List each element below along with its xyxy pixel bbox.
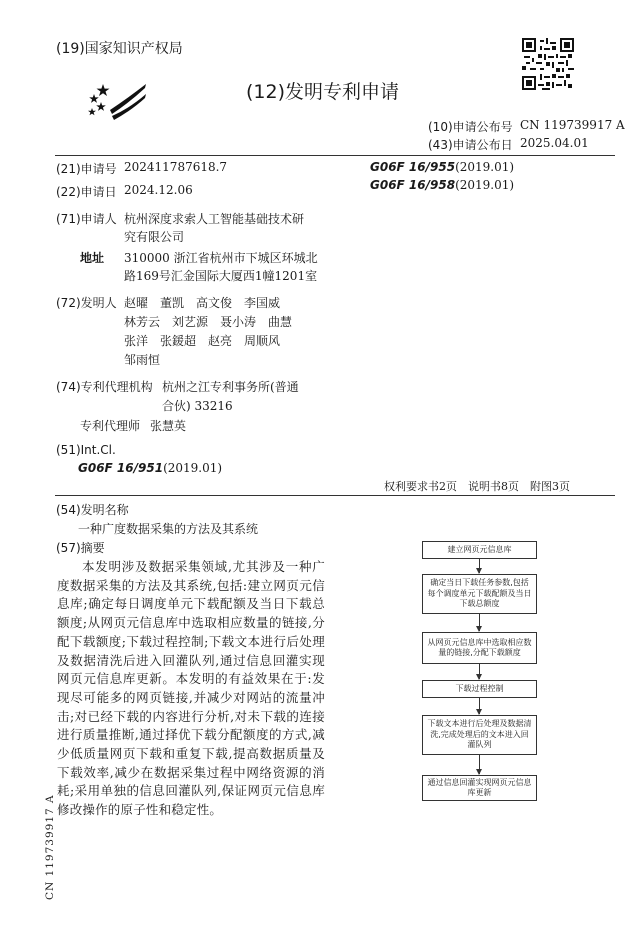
application-number-value: 202411787618.7 [124, 160, 228, 174]
flow-step: 确定当日下载任务参数,包括每个调度单元下载配额及当日下载总额度 [422, 574, 537, 614]
publication-date-label: (43)申请公布日 [428, 138, 513, 152]
page-counts: 权利要求书2页 说明书8页 附图3页 [384, 480, 570, 493]
applicant-label: (71)申请人 [56, 212, 117, 226]
invention-title: 一种广度数据采集的方法及其系统 [78, 522, 259, 536]
abstract-label: (57)摘要 [56, 541, 105, 555]
application-date-label: (22)申请日 [56, 185, 117, 199]
flow-step: 从网页元信息库中选取相应数量的链接,分配下载额度 [422, 632, 537, 664]
ipc-code: G06F 16/958 [370, 178, 456, 192]
ipc-date: (2019.01) [455, 160, 515, 174]
inventor-line: 邹雨恒 [124, 353, 161, 367]
office-name: (19)国家知识产权局 [56, 41, 183, 57]
ipc-date: (2019.01) [455, 178, 515, 192]
applicant-line: 杭州深度求索人工智能基础技术研 [124, 212, 305, 226]
inventor-label: (72)发明人 [56, 296, 117, 310]
publication-number-value: CN 119739917 A [520, 118, 625, 132]
section-divider [55, 495, 615, 496]
address-line: 路169号汇金国际大厦西1幢1201室 [124, 269, 318, 283]
flow-arrow [479, 614, 480, 631]
int-cl-code: G06F 16/951 [78, 461, 164, 475]
flow-arrow [479, 559, 480, 573]
int-cl-date: (2019.01) [163, 461, 223, 475]
application-date-value: 2024.12.06 [124, 183, 193, 197]
flow-arrow [479, 698, 480, 714]
flow-arrow [479, 755, 480, 774]
publication-number-label: (10)申请公布号 [428, 120, 513, 134]
address-line: 310000 浙江省杭州市下城区环城北 [124, 251, 318, 265]
int-cl-entry [78, 461, 222, 475]
flow-step: 通过信息回灌实现网页元信息库更新 [422, 775, 537, 801]
ipc-entry [370, 178, 514, 192]
inventor-line: 赵曜 董凯 高文俊 李国威 [124, 296, 281, 310]
applicant-line: 究有限公司 [124, 230, 185, 244]
ipc-code: G06F 16/955 [370, 160, 456, 174]
flow-step: 建立网页元信息库 [422, 541, 537, 559]
publication-date-value: 2025.04.01 [520, 136, 589, 150]
document-title: (12)发明专利申请 [246, 81, 400, 103]
inventor-line: 林芳云 刘艺源 聂小涛 曲慧 [124, 315, 293, 329]
side-publication-code: CN 119739917 A [44, 794, 56, 900]
agency-line: 杭州之江专利事务所(普通 [162, 380, 299, 394]
invention-title-label: (54)发明名称 [56, 503, 129, 517]
header-divider [55, 155, 615, 156]
agency-line: 合伙) 33216 [162, 399, 233, 413]
agency-label: (74)专利代理机构 [56, 380, 153, 394]
int-cl-label: (51)Int.Cl. [56, 443, 116, 457]
inventor-line: 张洋 张鍰超 赵亮 周顺风 [124, 334, 281, 348]
flow-step: 下载过程控制 [422, 680, 537, 698]
flow-arrow [479, 664, 480, 679]
abstract-text: 本发明涉及数据采集领域,尤其涉及一种广度数据采集的方法及其系统,包括:建立网页元信息库;确定每日调度单元下载配额及当日下载总额度;从网页元信息库中选取相应数量的链接,分配下载额度;下载过程控制;下载文本进行后处理及数据清洗后进入回灌队列,通过信息回灌实现网页元信息库更新。本发明的有益效果在于:发现尽可能多的网页链接,并减少对网站的流量冲击;对已经下载的内容进行分析,对未下载的连接进行质量推断,通过择优下载分配额度的方式,减少低质量网页下载和重复下载,提高数据质量及下载效率,减少在数据采集过程中网络资源的消耗;采用单独的信息回灌队列,保证网页元信息库修改操作的原子性和稳定性。 [57, 559, 325, 818]
office-emblem-icon [88, 80, 148, 122]
agent-value: 张慧英 [150, 419, 187, 433]
application-number-label: (21)申请号 [56, 162, 117, 176]
address-label: 地址 [80, 251, 105, 265]
agent-label: 专利代理师 [80, 419, 141, 433]
flow-step: 下载文本进行后处理及数据清洗,完成处理后的文本进入回灌队列 [422, 715, 537, 755]
qr-code-icon [522, 38, 574, 90]
ipc-entry [370, 160, 514, 174]
